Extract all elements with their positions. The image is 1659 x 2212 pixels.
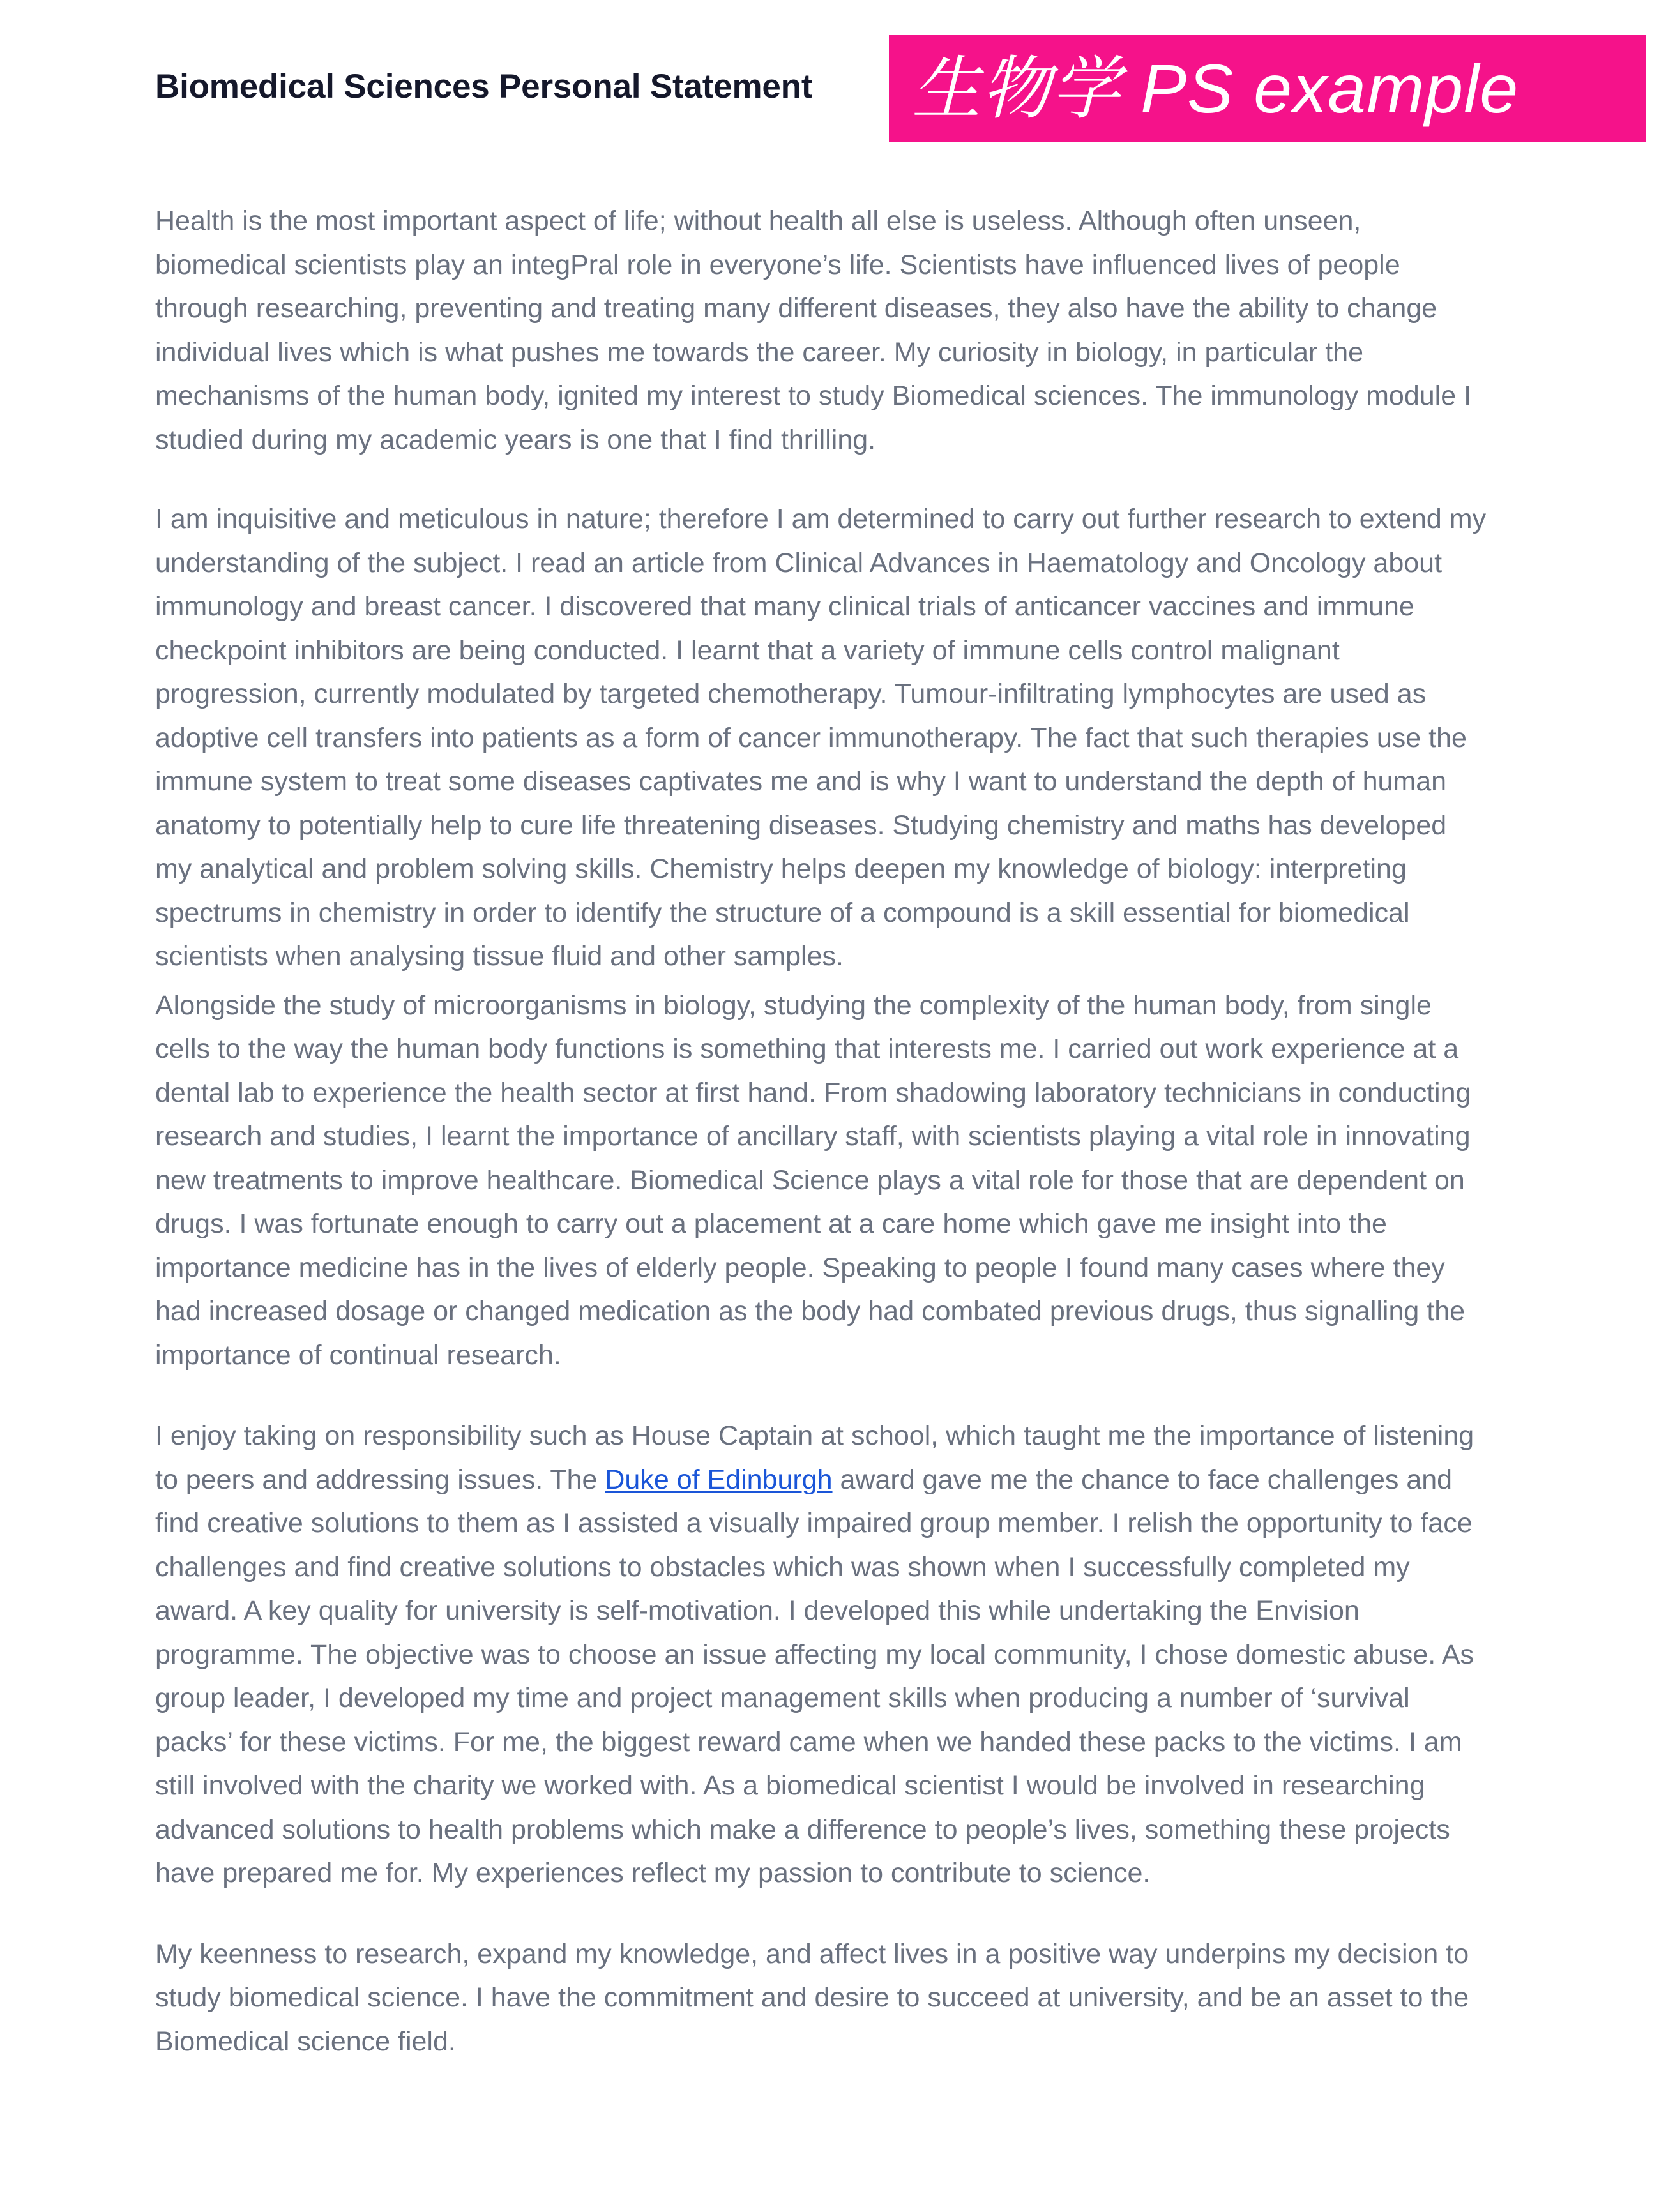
page-title: Biomedical Sciences Personal Statement: [155, 68, 813, 105]
paragraph-5: My keenness to research, expand my knowledge, and affect lives in a positive way underpins my decision to study biomedical science. I have the commitment and desire to succeed at university, and be an asset to the Biomedical science field.: [155, 1938, 1469, 2057]
paragraph-4-text-before-link: I enjoy taking on responsibility such as House Captain at school, which taught me the importance of listening to peers and addressing issues. The: [155, 1420, 1474, 1495]
statement-body: [155, 199, 1487, 2063]
document-header: [0, 0, 1659, 153]
paragraph-4: [155, 1414, 1487, 1895]
paragraph-2: I am inquisitive and meticulous in nature; therefore I am determined to carry out further research to extend my understanding of the subject. I read an article from Clinical Advances in Haematology and Oncology about immunology and breast cancer. I discovered that many clinical trials of anticancer vaccines and immune checkpoint inhibitors are being conducted. I learnt that a variety of immune cells control malignant progression, currently modulated by targeted chemotherapy. Tumour-infiltrating lymphocytes are used as adoptive cell transfers into patients as a form of cancer immunotherapy. The fact that such therapies use the immune system to treat some diseases captivates me and is why I want to understand the depth of human anatomy to potentially help to cure life threatening diseases. Studying chemistry and maths has developed my analytical and problem solving skills. Chemistry helps deepen my knowledge of biology: interpreting spectrums in chemistry in order to identify the structure of a compound is a skill essential for biomedical scientists when analysing tissue fluid and other samples.: [155, 504, 1487, 972]
duke-of-edinburgh-link[interactable]: Duke of Edinburgh: [605, 1464, 833, 1495]
banner-label: 生物学 PS example: [912, 50, 1519, 127]
paragraph-1: Health is the most important aspect of life; without health all else is useless. Although often unseen, biomedical scientists play an integPral role in everyone’s life. Scientists have influenced lives of people through researching, preventing and treating many different diseases, they also have the ability to change individual lives which is what pushes me towards the career. My curiosity in biology, in particular the mechanisms of the human body, ignited my interest to study Biomedical sciences. The immunology module I studied during my academic years is one that I find thrilling.: [155, 206, 1472, 455]
paragraph-4-text-after-link: award gave me the chance to face challenges and find creative solutions to them as I assisted a visually impaired group member. I relish the opportunity to face challenges and find creative solutions to obstacles which was shown when I successfully completed my award. A key quality for university is self-motivation. I developed this while undertaking the Envision programme. The objective was to choose an issue affecting my local community, I chose domestic abuse. As group leader, I developed my time and project management skills when producing a number of ‘survival packs’ for these victims. For me, the biggest reward came when we handed these packs to the victims. I am still involved with the charity we worked with. As a biomedical scientist I would be involved in researching advanced solutions to health problems which make a difference to people’s lives, something these projects have prepared me for. My experiences reflect my passion to contribute to science.: [155, 1464, 1474, 1888]
paragraph-3: Alongside the study of microorganisms in biology, studying the complexity of the human body, from single cells to the way the human body functions is something that interests me. I carried out work experience at a dental lab to experience the health sector at first hand. From shadowing laboratory technicians in conducting research and studies, I learnt the importance of ancillary staff, with scientists playing a vital role in innovating new treatments to improve healthcare. Biomedical Science plays a vital role for those that are dependent on drugs. I was fortunate enough to carry out a placement at a care home which gave me insight into the importance medicine has in the lives of elderly people. Speaking to people I found many cases where they had increased dosage or changed medication as the body had combated previous drugs, thus signalling the importance of continual research.: [155, 989, 1471, 1371]
pink-banner: [889, 35, 1646, 142]
